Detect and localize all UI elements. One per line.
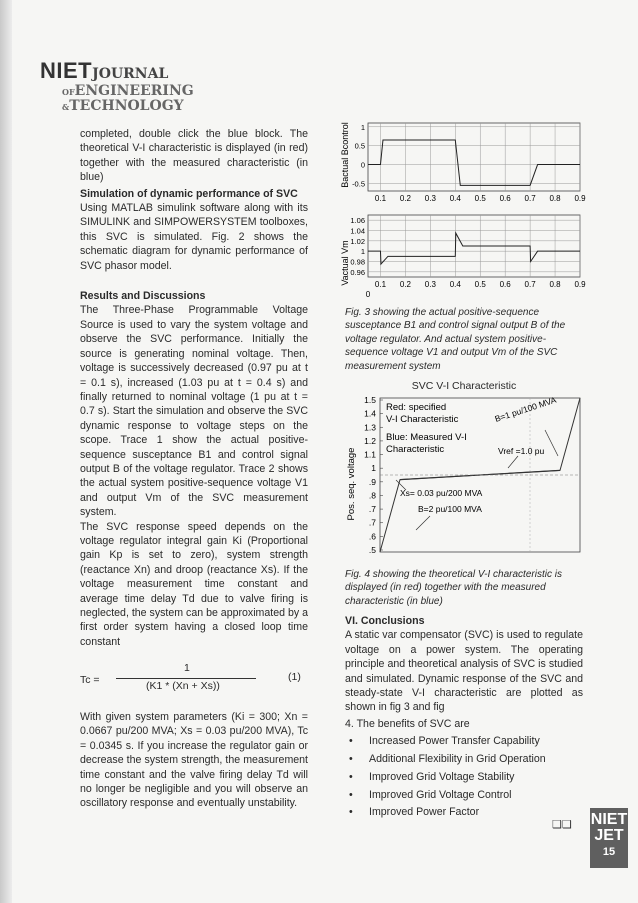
legend-red-line1: Red: specified [386,402,447,413]
benefits-intro: 4. The benefits of SVC are [345,717,470,730]
y-tick-label: 1 [360,247,365,257]
eq-number: (1) [288,671,301,683]
paragraph: With given system parameters (Ki = 300; Xn = 0.0667 pu/200 MVA; Xs = 0.03 pu/200 MVA), Tc = 0.0345 s. If you increase the regulator gain or decrease the system strength, the measurement time constant and the valve firing delay Td will no longer be negligible and you will observe an oscillatory response and eventually unstability. [80,711,308,810]
y-tick-label: .8 [368,490,376,501]
y-tick-label: 1.2 [364,435,376,446]
paragraph: completed, double click the blue block. The theoretical V-I characteristic is displayed (in red) together with the measured characteristic (in blue) [80,128,308,184]
equation-1 [80,662,308,702]
fig3-scope-plot [340,115,590,305]
legend-red-line2: V-I Characteristic [386,414,459,425]
fig4-caption: Fig. 4 showing the theoretical V-I characteristic is displayed (in red) together with the measured characteristic (in blue) [345,569,562,607]
list-item: • Improved Grid Voltage Control [345,787,583,805]
fraction-bar [116,678,256,679]
logo-engineering: ENGINEERING [74,83,194,99]
scan-edge [0,0,12,903]
fig3-top-ylabel: Bactual Bcontrol [340,122,350,188]
x-tick-label: 0.2 [399,194,411,203]
list-item: • Increased Power Transfer Capability [345,733,583,751]
series-line [368,140,580,185]
x-tick-label: 0.8 [549,194,561,203]
fig3-caption: Fig. 3 showing the actual positive-sequence susceptance B1 and control signal output B of the voltage regulator. And actual system positive-sequence voltage V1 and output Vm of the SVC measurement system [345,307,566,372]
eq-numerator: 1 [184,662,190,674]
page-badge [590,808,628,868]
y-tick-label: 1 [360,122,365,132]
annotation-b1: B=1 pu/100 MVA [493,394,558,424]
series-line [368,233,580,264]
y-tick-label: .5 [368,545,376,555]
left-column [80,127,308,649]
badge-niet: NIET [590,811,628,828]
y-tick-label: 1.06 [350,216,365,226]
x-tick-label: 0.6 [499,280,511,289]
end-marks: ❑❑ [552,819,572,831]
badge-jet: JET [594,827,624,844]
fig4-ylabel: Pos. seq. voltage [346,447,357,521]
logo-and: & [62,102,70,112]
annotation-xs: Xs= 0.03 pu/200 MVA [400,488,483,498]
y-tick-label: 1.02 [350,236,365,246]
y-tick-label: 0.96 [350,267,365,277]
y-tick-label: 1.1 [364,449,376,460]
y-tick-label: 1.4 [364,408,376,419]
y-tick-label: .7 [368,517,376,528]
paragraph: A static var compensator (SVC) is used to regulate voltage on a power system. The operating principle and theoretical analysis of SVC is studied and simulated. Dynamic response of the SVC and steady-state V-I characteristic are plotted as shown in fig 3 and fig [345,629,583,714]
plot-frame [368,123,580,191]
y-tick-label: 1 [371,463,376,474]
arrow-b1 [545,430,558,456]
list-item: • Improved Power Factor [345,804,583,822]
list-item: • Improved Grid Voltage Stability [345,769,583,787]
paragraph: Using MATLAB simulink software along with its SIMULINK and SIMPOWERSYSTEM toolboxes, this SVC is simulated. Fig. 2 shows the schematic diagram for dynamic performance of SVC phasor model. [80,202,308,272]
arrow-b2 [416,516,430,530]
annotation-vref: Vref =1.0 pu [498,446,545,456]
fig4-vi-characteristic [340,394,590,560]
left-column-continued [80,710,308,811]
x-tick-label: 0.7 [524,280,536,289]
page-number: 15 [602,846,616,858]
paragraph: The SVC response speed depends on the voltage regulator integral gain Ki (Proportional gain Kp is set to zero), system strength (reactance Xn) and droop (reactance Xs). If the voltage measurement time constant and average time delay Td due to valve firing is neglected, the system can be approximated by a first order system having a closed loop time constant [80,520,308,648]
legend-blue-line2: Characteristic [386,444,445,455]
x-tick-label: 0.3 [424,194,436,203]
logo-niet: NIET [40,58,93,83]
legend-blue-line1: Blue: Measured V-I [386,432,467,443]
fig4-title: SVC V-I Characteristic [411,380,517,392]
list-item: • Additional Flexibility in Grid Operation [345,751,583,769]
right-column [345,612,583,822]
x-tick-label: 0.6 [499,194,511,203]
fig3-bottom-x0: 0 [365,290,371,299]
section-heading-conclusions: VI. Conclusions [345,615,425,627]
y-tick-label: 0 [360,160,365,170]
fig3-bottom-ylabel: Vactual Vm [340,240,350,286]
x-tick-label: 0.7 [524,194,536,203]
y-tick-label: 1.5 [364,395,376,405]
logo-technology: TECHNOLOGY [69,98,184,114]
benefits-list [345,733,583,822]
arrow-vref [508,456,518,468]
x-tick-label: 0.3 [424,280,436,289]
y-tick-label: 0.98 [350,257,365,267]
fig3-top-panel [352,123,586,203]
eq-lhs: Tc = [80,674,100,686]
x-tick-label: 0.5 [474,280,486,289]
x-tick-label: 0.5 [474,194,486,203]
y-tick-label: 1.3 [364,422,376,433]
eq-denominator: (K1 * (Xn + Xs)) [146,680,220,692]
annotation-b2: B=2 pu/100 MVA [418,504,482,514]
x-tick-label: 0.1 [374,194,387,203]
y-tick-label: -0.5 [352,179,365,189]
y-tick-label: .7 [368,504,376,515]
x-tick-label: 0.8 [549,280,561,289]
section-heading-results: Results and Discussions [80,290,206,303]
y-tick-label: 1.04 [350,226,365,236]
x-tick-label: 0.9 [574,194,586,203]
x-tick-label: 0.4 [449,194,461,203]
fig3-bottom-panel [350,215,586,289]
y-tick-label: .6 [368,531,376,542]
x-tick-label: 0.9 [574,280,586,289]
journal-logo [40,58,194,114]
x-tick-label: 0.1 [374,280,387,289]
x-tick-label: 0.4 [449,280,461,289]
section-heading-simulation: Simulation of dynamic performance of SVC [80,187,298,200]
paragraph: The Three-Phase Programmable Voltage Source is used to vary the system voltage and observe the SVC performance. Initially the source is generating nominal voltage. Then, voltage is successively decreased (0.97 pu at t = 0.1 s), increased (1.03 pu at t = 0.4 s) and finally returned to nominal voltage (1 pu at t = 0.7 s). Start the simulation and observe the SVC dynamic response to voltage steps on the scope. Trace 1 show the actual positive-sequence susceptance B1 and control signal output B of the voltage regulator. Trace 2 shows the actual system positive-sequence voltage V1 and output Vm of the SVC measurement system. [80,304,308,519]
logo-journal: JOURNAL [92,66,169,82]
logo-of: OF [62,87,75,97]
y-tick-label: .9 [368,476,376,487]
y-tick-label: 0.5 [354,141,365,151]
x-tick-label: 0.2 [399,280,411,289]
